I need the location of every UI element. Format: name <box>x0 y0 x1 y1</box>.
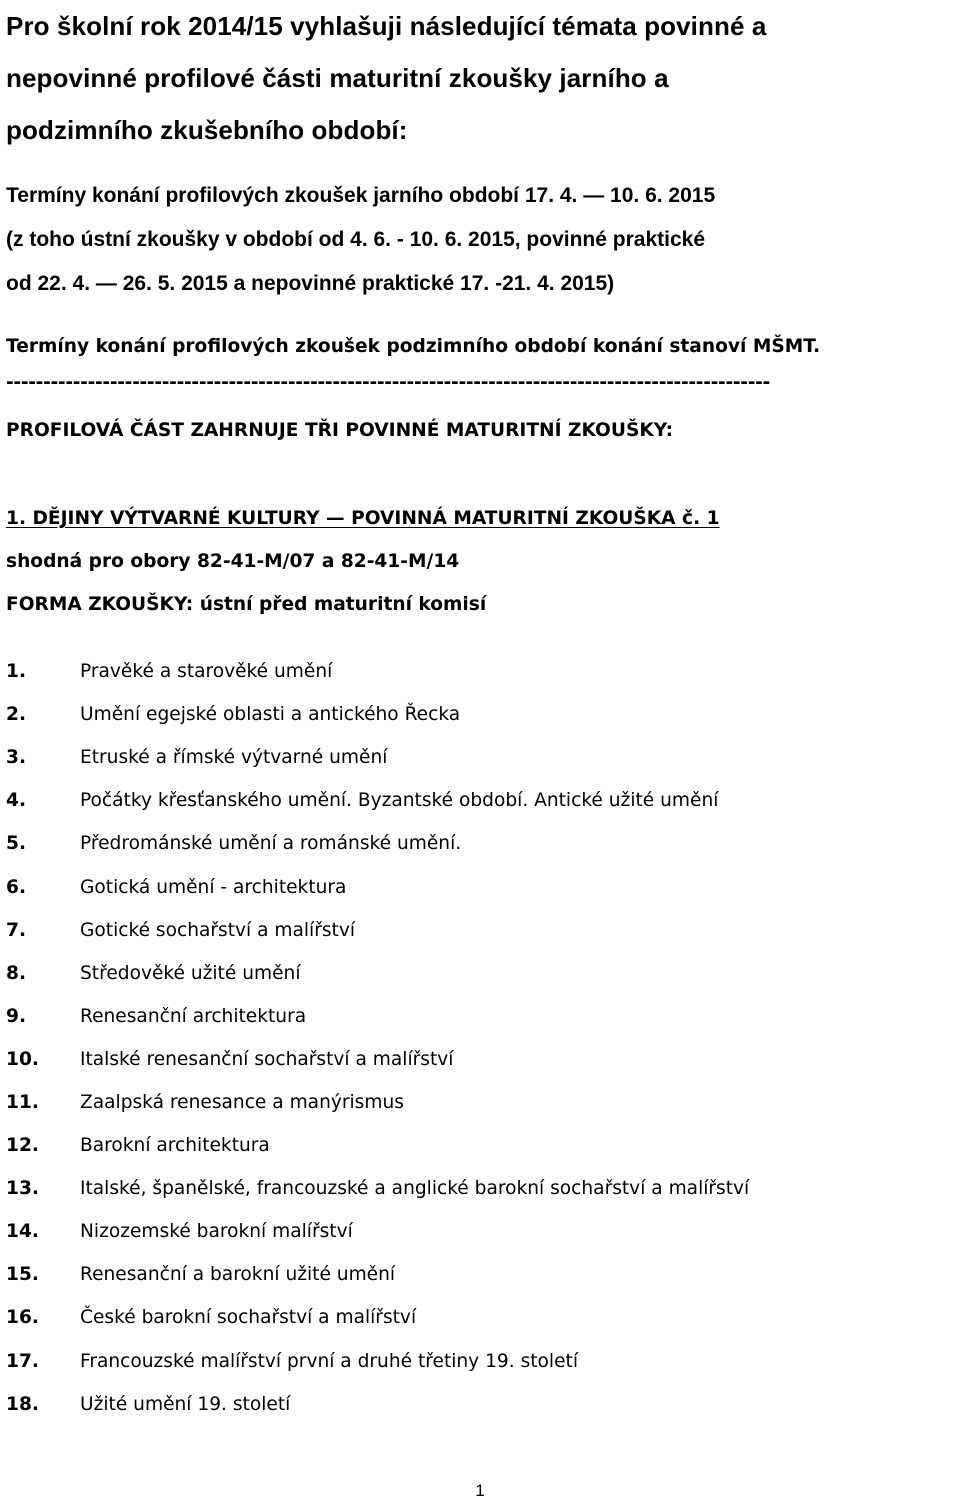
topic-text: Italské, španělské, francouzské a anglické barokní sochařství a malířství <box>80 1178 750 1200</box>
topic-text: Gotické sochařství a malířství <box>80 919 356 941</box>
topic-item <box>6 1383 749 1426</box>
spring-terms-paragraph <box>6 174 960 306</box>
page-number: 1 <box>475 1481 485 1500</box>
topic-number: 4. <box>6 790 27 812</box>
topic-text: Předrománské umění a románské umění. <box>80 833 462 855</box>
topic-text: Pravěké a starověké umění <box>80 661 333 683</box>
topic-number: 1. <box>6 661 27 683</box>
topic-number: 5. <box>6 833 27 855</box>
topic-text: Nizozemské barokní malířství <box>80 1221 353 1243</box>
topic-text: Barokní architektura <box>80 1135 270 1157</box>
topic-item <box>6 909 749 952</box>
topic-number: 7. <box>6 919 27 941</box>
topic-number: 13. <box>6 1178 39 1200</box>
separator-line: ------------------------------------------------------------------------------------------------------- <box>6 372 770 393</box>
topic-item <box>6 779 749 822</box>
topic-list <box>6 650 749 1426</box>
topic-item <box>6 995 749 1038</box>
topic-item <box>6 650 749 693</box>
topic-number: 11. <box>6 1091 39 1113</box>
topic-text: České barokní sochařství a malířství <box>80 1307 417 1329</box>
topic-text: Etruské a římské výtvarné umění <box>80 747 388 769</box>
profile-section-heading: PROFILOVÁ ČÁST ZAHRNUJE TŘI POVINNÉ MATURITNÍ ZKOUŠKY: <box>6 420 674 441</box>
topic-item <box>6 1296 749 1339</box>
topic-item <box>6 865 749 908</box>
topic-item <box>6 1340 749 1383</box>
topic-item <box>6 1167 749 1210</box>
topic-item <box>6 1038 749 1081</box>
topic-text: Italské renesanční sochařství a malířství <box>80 1048 454 1070</box>
spring-terms-line: Termíny konání profilových zkoušek jarního období 17. 4. — 10. 6. 2015 <box>6 184 716 207</box>
topic-text: Renesanční architektura <box>80 1005 307 1027</box>
document-heading <box>6 0 960 156</box>
topic-item <box>6 952 749 995</box>
autumn-terms-text: Termíny konání profilových zkoušek podzimního období konání stanoví MŠMT. <box>6 336 821 357</box>
topic-text: Užité umění 19. století <box>80 1393 291 1415</box>
topic-number: 16. <box>6 1307 39 1329</box>
topic-item <box>6 822 749 865</box>
topic-number: 10. <box>6 1048 39 1070</box>
topic-number: 8. <box>6 962 27 984</box>
topic-item <box>6 1210 749 1253</box>
spring-terms-line: od 22. 4. — 26. 5. 2015 a nepovinné praktické 17. -21. 4. 2015) <box>6 272 615 295</box>
topic-text: Gotická umění - architektura <box>80 876 347 898</box>
topic-item <box>6 1081 749 1124</box>
heading-line: podzimního zkušebního období: <box>6 115 408 145</box>
exam-fields: shodná pro obory 82-41-M/07 a 82-41-M/14 <box>6 551 460 572</box>
topic-text: Středověké užité umění <box>80 962 301 984</box>
topic-text: Umění egejské oblasti a antického Řecka <box>80 704 461 726</box>
topic-number: 2. <box>6 704 27 726</box>
topic-text: Počátky křesťanského umění. Byzantské období. Antické užité umění <box>80 790 719 812</box>
spring-terms-line: (z toho ústní zkoušky v období od 4. 6. - 10. 6. 2015, povinné praktické <box>6 228 705 251</box>
exam-form: FORMA ZKOUŠKY: ústní před maturitní komisí <box>6 594 487 615</box>
topic-number: 6. <box>6 876 27 898</box>
topic-number: 15. <box>6 1264 39 1286</box>
heading-line: Pro školní rok 2014/15 vyhlašuji následující témata povinné a <box>6 11 767 41</box>
topic-number: 14. <box>6 1221 39 1243</box>
topic-number: 17. <box>6 1350 39 1372</box>
topic-number: 12. <box>6 1135 39 1157</box>
topic-item <box>6 1124 749 1167</box>
exam-title: 1. DĚJINY VÝTVARNÉ KULTURY — POVINNÁ MATURITNÍ ZKOUŠKA č. 1 <box>6 508 720 529</box>
heading-line: nepovinné profilové části maturitní zkoušky jarního a <box>6 63 669 93</box>
topic-text: Renesanční a barokní užité umění <box>80 1264 396 1286</box>
topic-number: 9. <box>6 1005 27 1027</box>
topic-item <box>6 693 749 736</box>
topic-number: 3. <box>6 747 27 769</box>
topic-text: Francouzské malířství první a druhé třetiny 19. století <box>80 1350 578 1372</box>
topic-item <box>6 736 749 779</box>
topic-number: 18. <box>6 1393 39 1415</box>
topic-text: Zaalpská renesance a manýrismus <box>80 1091 404 1113</box>
topic-item <box>6 1253 749 1296</box>
